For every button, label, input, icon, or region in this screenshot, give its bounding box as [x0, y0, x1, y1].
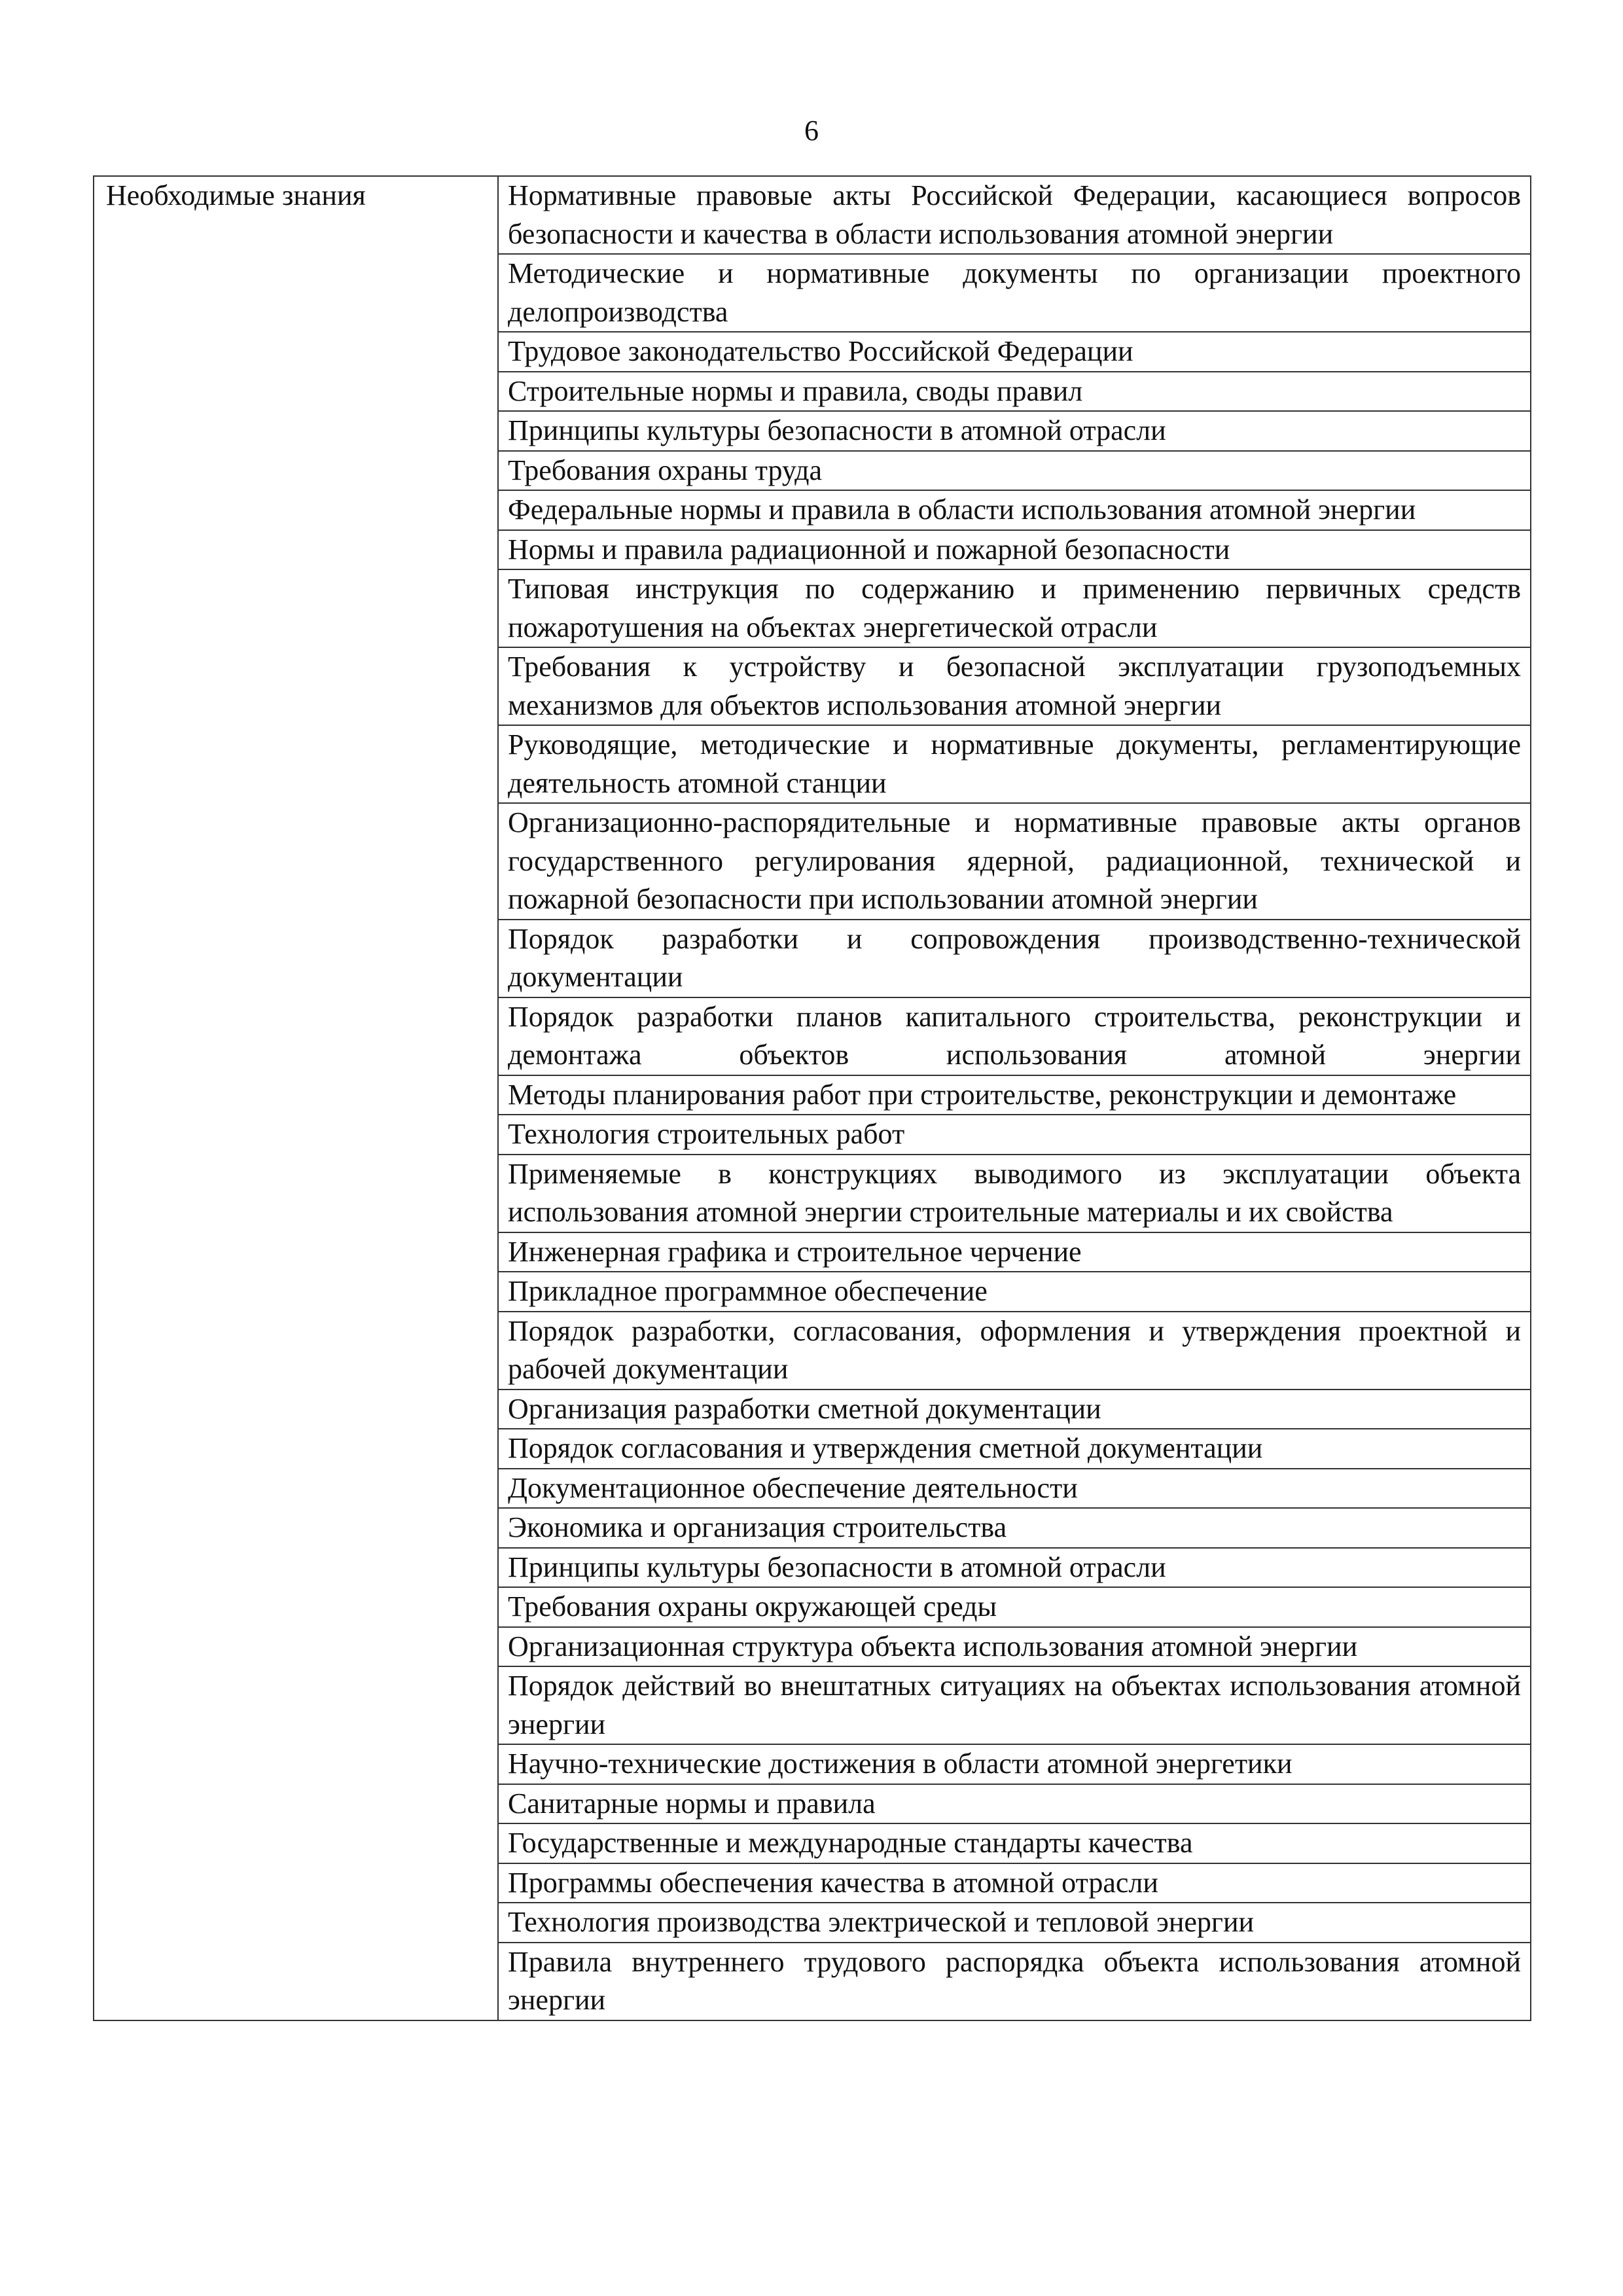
- knowledge-item: Порядок разработки планов капитального строительства, реконструкции и демонтажа объектов использования атомной энергии: [508, 1000, 1521, 1071]
- item-cell: [498, 920, 1531, 997]
- knowledge-item: Технология производства электрической и тепловой энергии: [508, 1906, 1255, 1938]
- item-cell: [498, 1903, 1531, 1943]
- knowledge-item: Научно-технические достижения в области атомной энергетики: [508, 1748, 1293, 1780]
- item-cell: [498, 803, 1531, 920]
- item-cell: [498, 1587, 1531, 1627]
- knowledge-item: Требования охраны труда: [508, 454, 823, 486]
- knowledge-item: Трудовое законодательство Российской Федерации: [508, 335, 1133, 367]
- item-cell: [498, 1155, 1531, 1232]
- knowledge-item: Руководящие, методические и нормативные документы, регламентирующие деятельность атомной станции: [508, 728, 1521, 799]
- item-cell: [498, 1272, 1531, 1312]
- item-cell: [498, 490, 1531, 530]
- knowledge-item: Типовая инструкция по содержанию и применению первичных средств пожаротушения на объектах энергетической отрасли: [508, 573, 1521, 643]
- item-cell: [498, 997, 1531, 1075]
- item-cell: [498, 1075, 1531, 1115]
- knowledge-item: Экономика и организация строительства: [508, 1511, 1007, 1543]
- section-label: Необходимые знания: [106, 179, 366, 211]
- table-row: [94, 176, 1531, 254]
- knowledge-item: Порядок разработки, согласования, оформления и утверждения проектной и рабочей документации: [508, 1314, 1521, 1385]
- knowledge-item: Федеральные нормы и правила в области использования атомной энергии: [508, 493, 1416, 526]
- knowledge-item: Документационное обеспечение деятельности: [508, 1471, 1078, 1504]
- knowledge-item: Организация разработки сметной документации: [508, 1392, 1101, 1425]
- knowledge-item: Прикладное программное обеспечение: [508, 1275, 988, 1307]
- knowledge-item: Применяемые в конструкциях выводимого из эксплуатации объекта использования атомной энергии строительные материалы и их свойства: [508, 1157, 1521, 1228]
- knowledge-item: Нормы и правила радиационной и пожарной безопасности: [508, 533, 1230, 565]
- item-cell: [498, 451, 1531, 491]
- knowledge-item: Порядок действий во внештатных ситуациях на объектах использования атомной энергии: [508, 1670, 1521, 1740]
- item-cell: [498, 1429, 1531, 1469]
- item-cell: [498, 647, 1531, 725]
- knowledge-item: Принципы культуры безопасности в атомной отрасли: [508, 414, 1166, 446]
- knowledge-item: Инженерная графика и строительное черчение: [508, 1235, 1082, 1268]
- item-cell: [498, 1390, 1531, 1429]
- label-cell: [94, 176, 498, 2020]
- item-cell: [498, 1666, 1531, 1744]
- item-cell: [498, 176, 1531, 254]
- knowledge-item: Организационная структура объекта использования атомной энергии: [508, 1630, 1358, 1662]
- item-cell: [498, 1784, 1531, 1824]
- item-cell: [498, 1744, 1531, 1784]
- knowledge-item: Требования охраны окружающей среды: [508, 1590, 997, 1623]
- knowledge-item: Программы обеспечения качества в атомной отрасли: [508, 1866, 1158, 1899]
- item-cell: [498, 372, 1531, 412]
- knowledge-item: Порядок разработки и сопровождения производственно-технической документации: [508, 922, 1521, 993]
- item-cell: [498, 1469, 1531, 1509]
- item-cell: [498, 1943, 1531, 2020]
- knowledge-item: Правила внутреннего трудового распорядка объекта использования атомной энергии: [508, 1945, 1521, 2016]
- item-cell: [498, 1627, 1531, 1667]
- knowledge-item: Организационно-распорядительные и нормативные правовые акты органов государственного регулирования ядерной, радиационной, технической и пожарной безопасности при использовании атомной энергии: [508, 806, 1521, 915]
- item-cell: [498, 1312, 1531, 1390]
- knowledge-table-body: [94, 176, 1531, 2020]
- item-cell: [498, 1508, 1531, 1548]
- knowledge-item: Методические и нормативные документы по организации проектного делопроизводства: [508, 257, 1521, 328]
- item-cell: [498, 411, 1531, 451]
- knowledge-item: Нормативные правовые акты Российской Федерации, касающиеся вопросов безопасности и качества в области использования атомной энергии: [508, 179, 1521, 250]
- item-cell: [498, 332, 1531, 372]
- knowledge-item: Порядок согласования и утверждения сметной документации: [508, 1432, 1263, 1464]
- page-number: 6: [804, 115, 819, 147]
- item-cell: [498, 1548, 1531, 1588]
- item-cell: [498, 1115, 1531, 1155]
- knowledge-item: Государственные и международные стандарты качества: [508, 1827, 1193, 1859]
- knowledge-item: Санитарные нормы и правила: [508, 1787, 876, 1820]
- knowledge-item: Строительные нормы и правила, своды правил: [508, 374, 1083, 407]
- knowledge-item: Методы планирования работ при строительстве, реконструкции и демонтаже: [508, 1078, 1457, 1111]
- item-cell: [498, 569, 1531, 647]
- knowledge-item: Принципы культуры безопасности в атомной отрасли: [508, 1551, 1166, 1583]
- item-cell: [498, 530, 1531, 570]
- item-cell: [498, 1232, 1531, 1272]
- item-cell: [498, 1863, 1531, 1903]
- knowledge-table: [93, 175, 1531, 2021]
- knowledge-item: Технология строительных работ: [508, 1118, 905, 1150]
- item-cell: [498, 254, 1531, 332]
- item-cell: [498, 1823, 1531, 1863]
- knowledge-item: Требования к устройству и безопасной эксплуатации грузоподъемных механизмов для объектов использования атомной энергии: [508, 651, 1521, 721]
- item-cell: [498, 725, 1531, 803]
